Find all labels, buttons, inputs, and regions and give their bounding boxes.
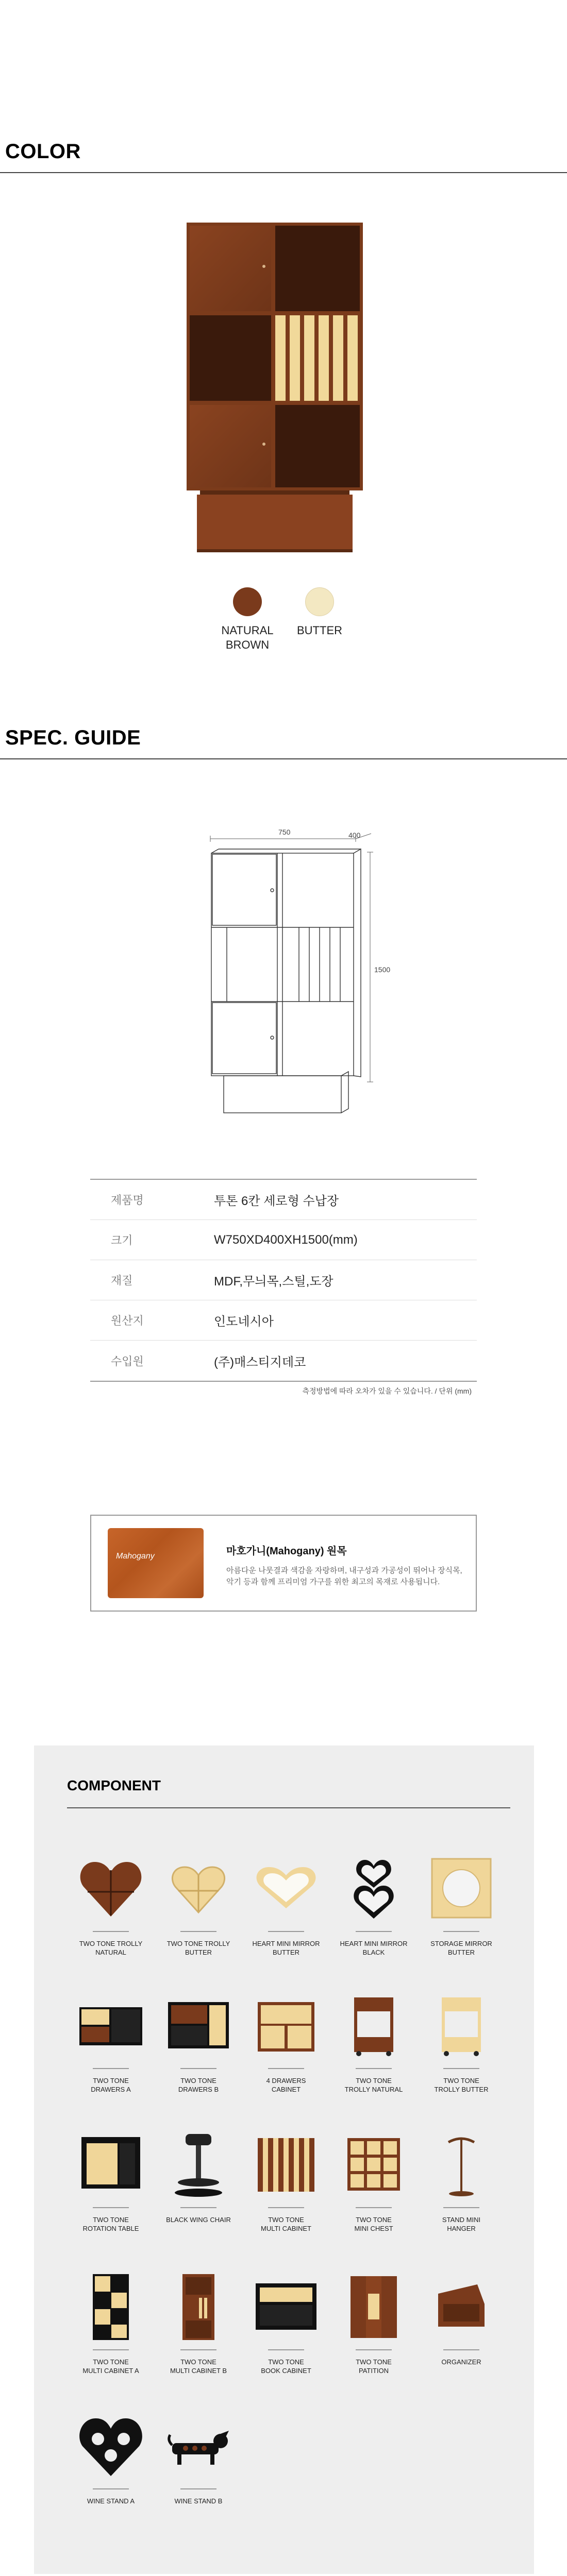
item-divider	[93, 2207, 129, 2208]
component-label: HEART MINI MIRROR BUTTER	[252, 1940, 320, 1956]
component-item[interactable]	[67, 1992, 155, 2105]
component-item[interactable]	[67, 2412, 155, 2526]
multi-cabinet-b-icon	[165, 2273, 232, 2340]
component-label: WINE STAND B	[174, 2497, 223, 2505]
spec-line-drawing	[206, 824, 397, 1133]
component-item[interactable]	[330, 1855, 418, 1968]
component-label: STAND MINI HANGER	[442, 2216, 481, 2232]
spec-key: 수입원	[111, 1354, 144, 1368]
swatch-natural-brown[interactable]	[233, 587, 262, 616]
organizer-icon	[428, 2273, 495, 2340]
component-label: TWO TONE TROLLY NATURAL	[344, 2077, 403, 2093]
component-item[interactable]	[330, 2131, 418, 2244]
item-divider	[93, 1931, 129, 1932]
component-item[interactable]	[242, 2131, 330, 2244]
spec-key: 원산지	[111, 1314, 144, 1327]
component-label: TWO TONE ROTATION TABLE	[82, 2216, 139, 2232]
spec-value: (주)매스티지데코	[214, 1355, 306, 1369]
component-item[interactable]	[67, 1855, 155, 1968]
rotation-table-icon	[77, 2131, 144, 2198]
item-divider	[180, 2349, 216, 2350]
trolly-butter-icon	[428, 1992, 495, 2059]
component-panel	[34, 1745, 534, 2574]
item-divider	[268, 1931, 304, 1932]
item-divider	[356, 2349, 392, 2350]
spec-row-importer	[90, 1341, 477, 1381]
heart-shelf-butter-icon	[165, 1855, 232, 1922]
spec-value: W750XD400XH1500(mm)	[214, 1232, 358, 1247]
product-image-cabinet	[187, 223, 363, 557]
component-label: TWO TONE DRAWERS A	[91, 2077, 131, 2093]
component-label: TWO TONE DRAWERS B	[178, 2077, 219, 2093]
swatch-label-natural-brown: NATURAL BROWN	[221, 624, 274, 651]
component-item[interactable]	[155, 2131, 242, 2244]
spec-key: 제품명	[111, 1194, 144, 1207]
component-item[interactable]	[155, 1992, 242, 2105]
material-title: 마호가니(Mahogany) 원목	[226, 1546, 347, 1557]
mahogany-swatch-text: Mahogany	[116, 1552, 155, 1561]
item-divider	[443, 2349, 479, 2350]
item-divider	[180, 2207, 216, 2208]
component-item[interactable]	[418, 2273, 505, 2386]
component-label: TWO TONE PATITION	[356, 2358, 392, 2375]
wing-chair-icon	[165, 2131, 232, 2198]
item-divider	[268, 2349, 304, 2350]
item-divider	[356, 2068, 392, 2069]
cabinet-illustration	[187, 223, 363, 557]
swatch-label-butter: BUTTER	[297, 624, 342, 637]
component-item[interactable]	[418, 2131, 505, 2244]
component-label: TWO TONE MINI CHEST	[354, 2216, 393, 2232]
component-item[interactable]	[418, 1855, 505, 1968]
component-label: TWO TONE BOOK CABINET	[261, 2358, 311, 2375]
door-top-left	[190, 226, 271, 311]
component-item[interactable]	[418, 1992, 505, 2105]
item-divider	[180, 2068, 216, 2069]
mini-chest-icon	[340, 2131, 407, 2198]
component-item[interactable]	[330, 2273, 418, 2386]
component-item[interactable]	[155, 2273, 242, 2386]
dim-depth-label: 400	[348, 831, 361, 839]
spec-table	[90, 1179, 477, 1382]
component-item[interactable]	[242, 1855, 330, 1968]
component-title: COMPONENT	[67, 1777, 161, 1793]
component-label: TWO TONE TROLLY BUTTER	[166, 1940, 230, 1956]
spec-row-origin	[90, 1300, 477, 1341]
component-label: TWO TONE MULTI CABINET B	[170, 2358, 227, 2375]
multi-cabinet-icon	[253, 2131, 320, 2198]
four-drawers-icon	[253, 1992, 320, 2059]
heart-mirror-butter-icon	[253, 1855, 320, 1922]
drawers-b-icon	[165, 1992, 232, 2059]
item-divider	[443, 2068, 479, 2069]
trolly-natural-icon	[340, 1992, 407, 2059]
wine-stand-a-icon	[77, 2412, 144, 2479]
component-item[interactable]	[330, 1992, 418, 2105]
item-divider	[443, 2207, 479, 2208]
item-divider	[443, 1931, 479, 1932]
item-divider	[268, 2207, 304, 2208]
dim-width-label: 750	[278, 828, 291, 836]
spec-value: 인도네시아	[214, 1315, 274, 1329]
component-label: STORAGE MIRROR BUTTER	[430, 1940, 492, 1956]
door-bottom-left	[190, 405, 271, 487]
hanger-icon	[428, 2131, 495, 2198]
swatch-butter[interactable]	[305, 587, 334, 616]
heart-shelf-brown-icon	[77, 1855, 144, 1922]
storage-mirror-icon	[428, 1855, 495, 1922]
component-label: WINE STAND A	[87, 2497, 135, 2505]
mahogany-swatch-image	[108, 1528, 204, 1598]
component-label: ORGANIZER	[441, 2358, 481, 2366]
component-item[interactable]	[242, 1992, 330, 2105]
drawers-a-icon	[77, 1992, 144, 2059]
spec-note: 측정방법에 따라 오차가 있을 수 있습니다. / 단위 (mm)	[302, 1387, 472, 1395]
material-info-box	[90, 1515, 477, 1612]
component-label: TWO TONE TROLLY NATURAL	[79, 1940, 143, 1956]
spec-row-material	[90, 1260, 477, 1300]
item-divider	[93, 2349, 129, 2350]
color-section-divider	[0, 172, 567, 173]
book-cabinet-icon	[253, 2273, 320, 2340]
item-divider	[356, 2207, 392, 2208]
butter-slat-door	[275, 315, 360, 401]
spec-row-size	[90, 1220, 477, 1260]
dim-height-label: 1500	[374, 965, 391, 974]
item-divider	[93, 2488, 129, 2489]
spec-key: 크기	[111, 1234, 133, 1247]
component-divider	[67, 1807, 510, 1808]
item-divider	[268, 2068, 304, 2069]
component-item[interactable]	[155, 1855, 242, 1968]
component-item[interactable]	[67, 2273, 155, 2386]
component-label: HEART MINI MIRROR BLACK	[340, 1940, 408, 1956]
component-label: 4 DRAWERS CABINET	[266, 2077, 306, 2093]
component-label: TWO TONE TROLLY BUTTER	[434, 2077, 489, 2093]
item-divider	[93, 2068, 129, 2069]
component-label: BLACK WING CHAIR	[166, 2216, 231, 2224]
component-item[interactable]	[242, 2273, 330, 2386]
component-label: TWO TONE MULTI CABINET	[261, 2216, 311, 2232]
spec-value: 투톤 6칸 세로형 수납장	[214, 1194, 339, 1208]
component-item[interactable]	[67, 2131, 155, 2244]
item-divider	[180, 2488, 216, 2489]
spec-key: 재질	[111, 1274, 133, 1287]
spec-section-title: SPEC. GUIDE	[5, 726, 141, 749]
heart-mirror-black-icon	[340, 1855, 407, 1922]
item-divider	[356, 1931, 392, 1932]
component-label: TWO TONE MULTI CABINET A	[82, 2358, 139, 2375]
multi-cabinet-a-icon	[77, 2273, 144, 2340]
item-divider	[180, 1931, 216, 1932]
spec-row-name	[90, 1180, 477, 1220]
component-item[interactable]	[155, 2412, 242, 2526]
wine-stand-b-icon	[165, 2412, 232, 2479]
color-section-title: COLOR	[5, 140, 81, 163]
partition-icon	[340, 2273, 407, 2340]
spec-value: MDF,무늬목,스틸,도장	[214, 1275, 333, 1289]
spec-section-divider	[0, 758, 567, 759]
material-description: 아름다운 나뭇결과 색감을 자랑하며, 내구성과 가공성이 뛰어나 장식목, 악기 등과 함께 프리미엄 가구를 위한 최고의 목재로 사용됩니다.	[226, 1566, 462, 1586]
